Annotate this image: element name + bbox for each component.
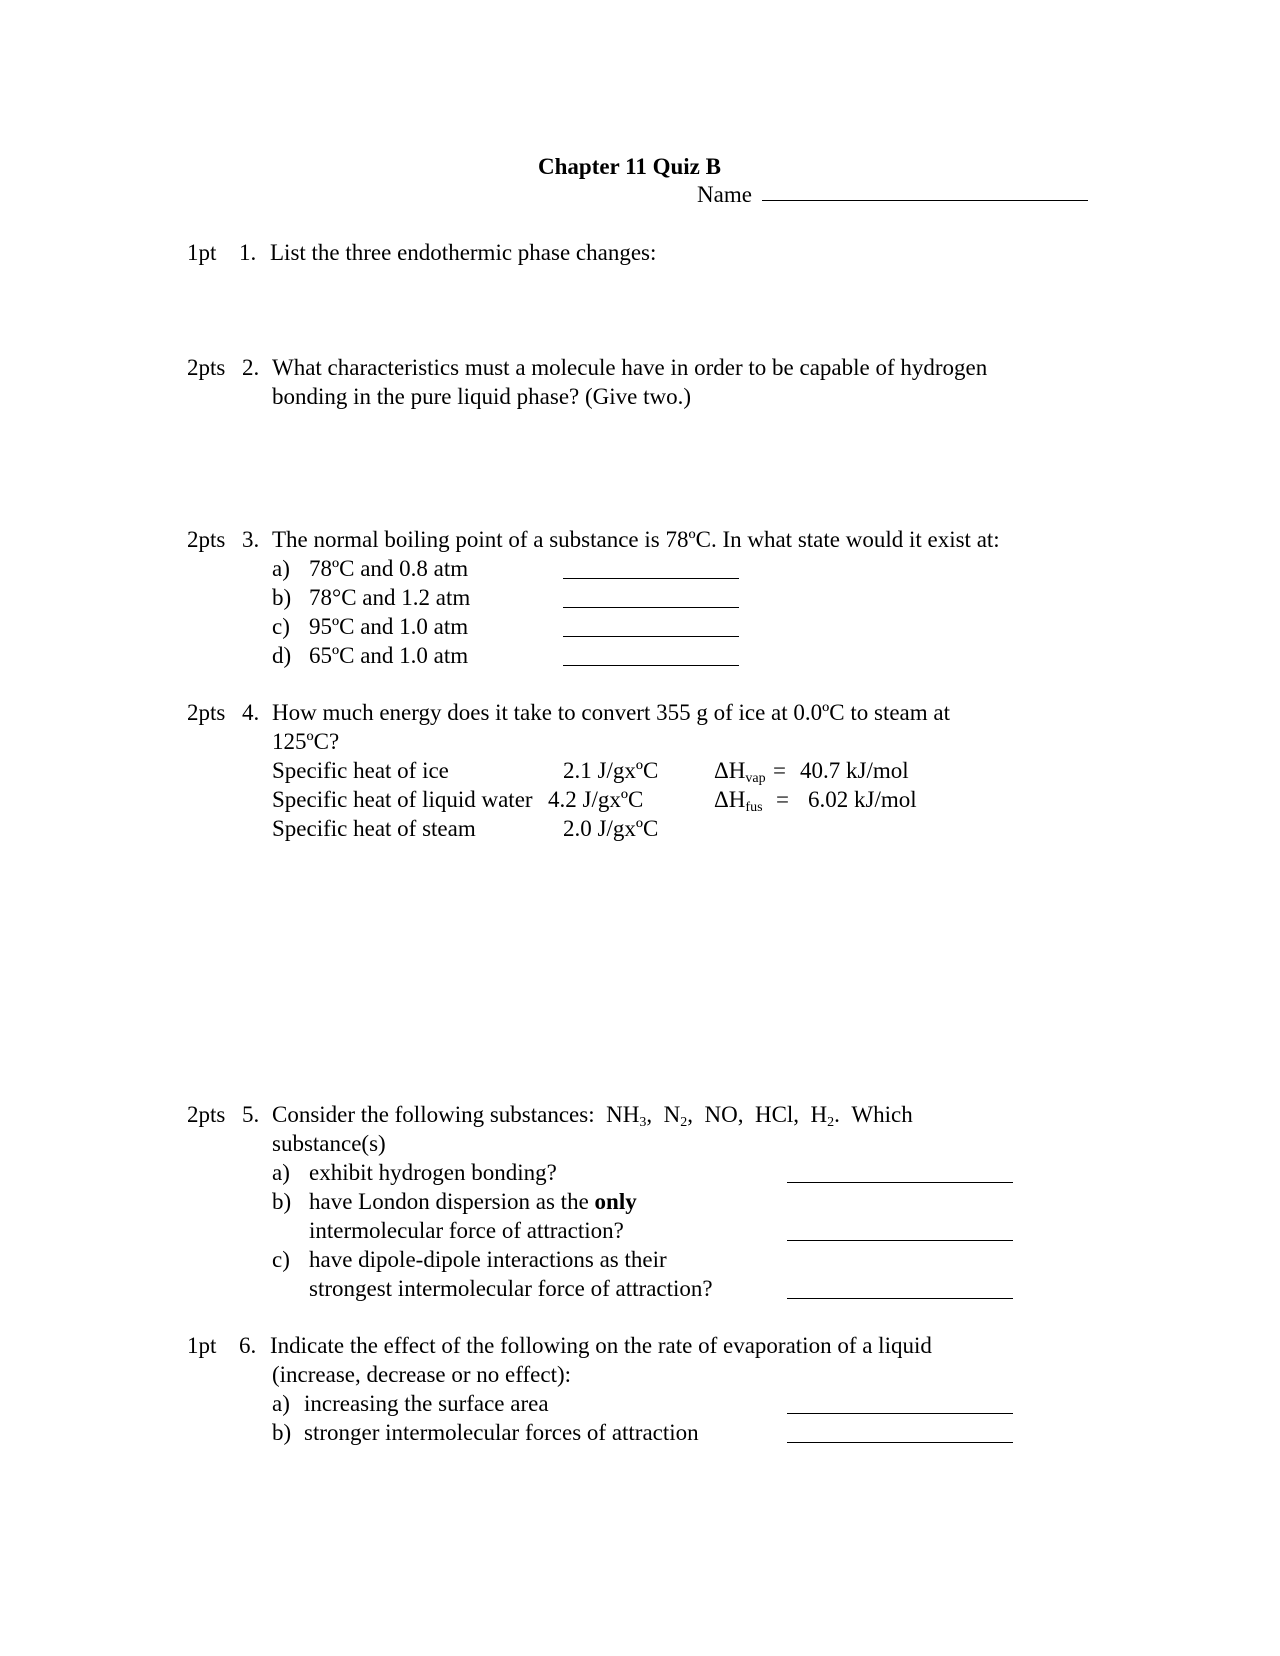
q1-points: 1pt (187, 240, 217, 265)
q5-b-text: have London dispersion as the (309, 1189, 589, 1214)
q1-number: 1. (239, 240, 257, 265)
delta-h-fus-equals: = (776, 787, 789, 812)
q3-b-answer-blank[interactable] (563, 607, 739, 608)
q6-number: 6. (239, 1333, 257, 1358)
q5-b-line2: intermolecular force of attraction? (309, 1218, 624, 1243)
q3-d-text: 65ºC and 1.0 atm (309, 643, 469, 668)
q5-intro: Consider the following substances: (272, 1102, 595, 1127)
name-label: Name (697, 182, 752, 207)
q6-b-letter: b) (272, 1420, 292, 1445)
q2-number: 2. (242, 355, 260, 380)
q3-d-letter: d) (272, 643, 292, 668)
q5-c-letter: c) (272, 1247, 290, 1272)
specific-heat-steam-label: Specific heat of steam (272, 816, 476, 841)
q5-c-answer-blank[interactable] (787, 1298, 1013, 1299)
q5-a-letter: a) (272, 1160, 290, 1185)
delta-h-fus-value: 6.02 kJ/mol (808, 787, 917, 812)
specific-heat-steam-value: 2.0 J/gxºC (563, 816, 659, 841)
q5-c-line1: have dipole-dipole interactions as their (309, 1247, 667, 1272)
q4-points: 2pts (187, 700, 226, 725)
q1-text: List the three endothermic phase changes: (270, 240, 657, 265)
specific-heat-water-value: 4.2 J/gxºC (548, 787, 644, 812)
q4-line2: 125ºC? (272, 729, 340, 754)
q5-points: 2pts (187, 1102, 226, 1127)
q5-b-answer-blank[interactable] (787, 1240, 1013, 1241)
q3-c-text: 95ºC and 1.0 atm (309, 614, 469, 639)
q5-line2: substance(s) (272, 1131, 386, 1156)
q5-b-emphasis: only (594, 1189, 637, 1214)
q5-number: 5. (242, 1102, 260, 1127)
q6-line1: Indicate the effect of the following on the rate of evaporation of a liquid (270, 1333, 932, 1358)
q4-line1: How much energy does it take to convert 355 g of ice at 0.0ºC to steam at (272, 700, 951, 725)
specific-heat-ice-label: Specific heat of ice (272, 758, 449, 783)
delta-h-vap-symbol: ΔH (714, 758, 746, 783)
q3-a-answer-blank[interactable] (563, 578, 739, 579)
q2-line2: bonding in the pure liquid phase? (Give two.) (272, 384, 692, 409)
q5-a-answer-blank[interactable] (787, 1182, 1013, 1183)
delta-h-fus-symbol: ΔH (714, 787, 746, 812)
q3-c-letter: c) (272, 614, 290, 639)
q6-points: 1pt (187, 1333, 217, 1358)
q5-c-line2: strongest intermolecular force of attraction? (309, 1276, 713, 1301)
q5-b-line1 (309, 1187, 637, 1216)
delta-h-vap-value: 40.7 kJ/mol (800, 758, 909, 783)
delta-h-vap-equals: = (773, 758, 786, 783)
q3-b-letter: b) (272, 585, 292, 610)
q6-a-text: increasing the surface area (304, 1391, 549, 1416)
delta-h-fus-subscript: fus (745, 800, 763, 815)
substance-h2: $H_2$. (810, 1102, 840, 1130)
q5-line1 (272, 1100, 913, 1129)
q5-which: Which (851, 1102, 913, 1127)
q2-points: 2pts (187, 355, 226, 380)
delta-h-vap (714, 756, 766, 785)
q3-c-answer-blank[interactable] (563, 636, 739, 637)
substance-n2: $N_2$, (663, 1102, 693, 1130)
page-title: Chapter 11 Quiz B (538, 154, 721, 179)
q3-a-text: 78ºC and 0.8 atm (309, 556, 469, 581)
q6-b-answer-blank[interactable] (787, 1442, 1013, 1443)
name-field[interactable] (762, 200, 1088, 201)
q3-a-letter: a) (272, 556, 290, 581)
q2-line1: What characteristics must a molecule have in order to be capable of hydrogen (272, 355, 988, 380)
delta-h-fus (714, 785, 763, 814)
q3-points: 2pts (187, 527, 226, 552)
substance-nh3: $NH_3$, (606, 1102, 653, 1130)
q3-b-text: 78°C and 1.2 atm (309, 585, 471, 610)
q3-text: The normal boiling point of a substance is 78ºC. In what state would it exist at: (272, 527, 1000, 552)
q3-number: 3. (242, 527, 260, 552)
substance-no: NO, (704, 1102, 744, 1127)
q5-a-text: exhibit hydrogen bonding? (309, 1160, 557, 1185)
q4-number: 4. (242, 700, 260, 725)
q6-a-answer-blank[interactable] (787, 1413, 1013, 1414)
q5-b-letter: b) (272, 1189, 292, 1214)
q6-b-text: stronger intermolecular forces of attraction (304, 1420, 699, 1445)
specific-heat-ice-value: 2.1 J/gxºC (563, 758, 659, 783)
specific-heat-water-label: Specific heat of liquid water (272, 787, 533, 812)
q6-a-letter: a) (272, 1391, 290, 1416)
delta-h-vap-subscript: vap (745, 771, 766, 786)
substance-hcl: HCl, (754, 1102, 800, 1127)
q3-d-answer-blank[interactable] (563, 665, 739, 666)
q6-line2: (increase, decrease or no effect): (272, 1362, 572, 1387)
